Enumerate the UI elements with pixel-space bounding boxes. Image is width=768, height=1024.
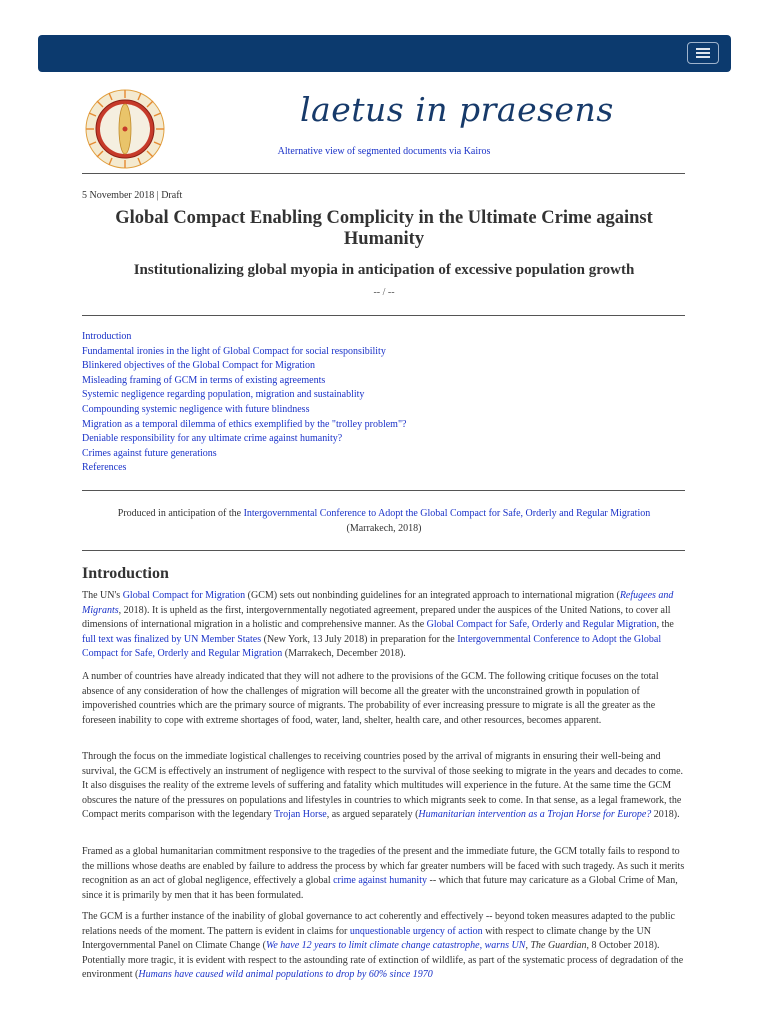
intro-paragraph-3 [82,750,686,823]
text: (Marrakech, December 2018). [282,648,406,660]
toc-item[interactable]: Blinkered objectives of the Global Compact for Migration [82,360,315,372]
table-of-contents [82,330,406,476]
text: 2018). [651,809,680,821]
text: , as argued separately ( [326,809,419,821]
toc-item[interactable]: Crimes against future generations [82,447,217,459]
divider [82,173,685,174]
trojan-horse-link[interactable]: Trojan Horse [274,809,327,821]
top-navbar [38,35,731,72]
divider [82,490,685,491]
produced-note [82,507,686,536]
produced-prefix: Produced in anticipation of the [117,508,244,519]
refugees-migrants-link[interactable]: Refugees and Migrants [82,590,674,616]
title-separator: -- / -- [373,287,395,298]
text: -- which that future may caricature as a Global Crime of Man, since it is primarily by men that it has been formulated. [82,875,678,901]
gcm-safe-orderly-link[interactable]: Global Compact for Safe, Orderly and Regular Migration [426,619,657,631]
text: (GCM) sets out nonbinding guidelines for an integrated approach to international migration ( [245,590,620,601]
toc-item[interactable]: Misleading framing of GCM in terms of existing agreements [82,374,326,386]
urgency-link[interactable]: unquestionable urgency of action [349,925,483,937]
conference-link-2[interactable]: Intergovernmental Conference to Adopt the Global Compact for Safe, Orderly and Regular Migration [82,633,662,660]
text: (New York, 13 July 2018) in preparation for the [261,633,458,645]
text: , [525,940,531,952]
text: Framed as a global humanitarian commitment responsive to the tragedies of the present and the immediate future, the GCM totally fails to respond to the millions whose deaths are enabled by failure to address the process by which far greater numbers will be faced with such tragedy. As such it merits recognition as an act of global negligence, effectively a global [82,846,685,887]
toc-item[interactable]: Deniable responsibility for any ultimate crime against humanity? [82,433,343,445]
page-title: Global Compact Enabling Complicity in the Ultimate Crime against Humanity [115,208,653,249]
conference-link[interactable]: Intergovernmental Conference to Adopt the Global Compact for Safe, Orderly and Regular Migration [243,508,651,519]
gcm-link[interactable]: Global Compact for Migration [122,590,246,601]
divider [82,315,685,316]
text: with respect to climate change by the UN Intergovernmental Panel on Climate Change ( [82,925,651,952]
divider [82,550,685,551]
toc-item[interactable]: Migration as a temporal dilemma of ethics exemplified by the "trolley problem"? [82,418,407,430]
site-title[interactable]: laetus in praesens [300,90,614,129]
intro-paragraph-2: A number of countries have already indicated that they will not adhere to the provisions of the GCM. The following critique focuses on the total absence of any consideration of how the challenges of migration will become all the greater with the unconstrained growth in population of impoverished countries which are the primary source of migrants. The probability of ever increasing pressure to migrate is all the greater as the foreseen inability to cope with extreme shortages of food, water, land, shelter, health care, and other resources, becomes apparent. [82,671,659,726]
humanitarian-intervention-link[interactable]: Humanitarian intervention as a Trojan Horse for Europe? [418,809,652,821]
text: Through the focus on the immediate logistical challenges to receiving countries posed by the arrival of migrants in ensuring their well-being and survival, the GCM is effectively an instrument of negligence with respect to the survival of those seeking to migrate in the years and decades to come. It also disguises the reality of the extreme levels of suffering and fatality which multitudes will experience in the future. At the same time the GCM obscures the nature of the pressures on populations and lifestyles in countries to which migrants seek to come. In that sense, as a legal framework, the Compact merits comparison with the legendary [82,751,684,821]
climate-12-years-link[interactable]: We have 12 years to limit climate change catastrophe, warns UN [265,940,526,952]
text: The GCM is a further instance of the inability of global governance to act coherently and effectively -- beyond token measures adapted to the public relations needs of the moment. The pattern is evident in claims for [82,911,675,937]
page-subtitle: Institutionalizing global myopia in anticipation of excessive population growth [133,262,635,278]
kairos-link[interactable]: Alternative view of segmented documents via Kairos [277,146,491,157]
text: , 8 October 2018). Potentially more tragic, it is evident with respect to the astounding rate of extinction of wildlife, as part of the systematic process of degradation of the environment ( [82,940,684,981]
toc-item[interactable]: Introduction [82,331,132,342]
intro-paragraph-5 [82,910,686,983]
text: The UN's [82,590,123,601]
dateline: 5 November 2018 | Draft [82,190,183,201]
text: , 2018). It is upheld as the first, intergovernmentally negotiated agreement, prepared under the auspices of the United Nations, to cover all dimensions of international migration in a holistic and comprehensive manner. As the [82,604,671,631]
wild-animal-populations-link[interactable]: Humans have caused wild animal populations to drop by 60% since 1970 [138,969,433,981]
text: , the [656,619,674,631]
intro-paragraph-4 [82,845,686,903]
guardian-source: The Guardian [530,940,587,952]
hamburger-menu-icon[interactable] [687,42,719,64]
full-text-link[interactable]: full text was finalized by UN Member States [82,633,262,645]
mandala-logo-icon[interactable] [84,88,166,170]
toc-item[interactable]: Systemic negligence regarding population, migration and sustainablity [82,389,365,401]
produced-suffix: (Marrakech, 2018) [346,522,422,534]
intro-paragraph-1 [82,589,686,662]
section-heading-introduction: Introduction [82,565,169,582]
toc-item[interactable]: References [82,462,127,474]
crime-against-humanity-link[interactable]: crime against humanity [333,875,427,887]
toc-item[interactable]: Fundamental ironies in the light of Global Compact for social responsibility [82,345,386,357]
toc-item[interactable]: Compounding systemic negligence with future blindness [82,403,310,415]
